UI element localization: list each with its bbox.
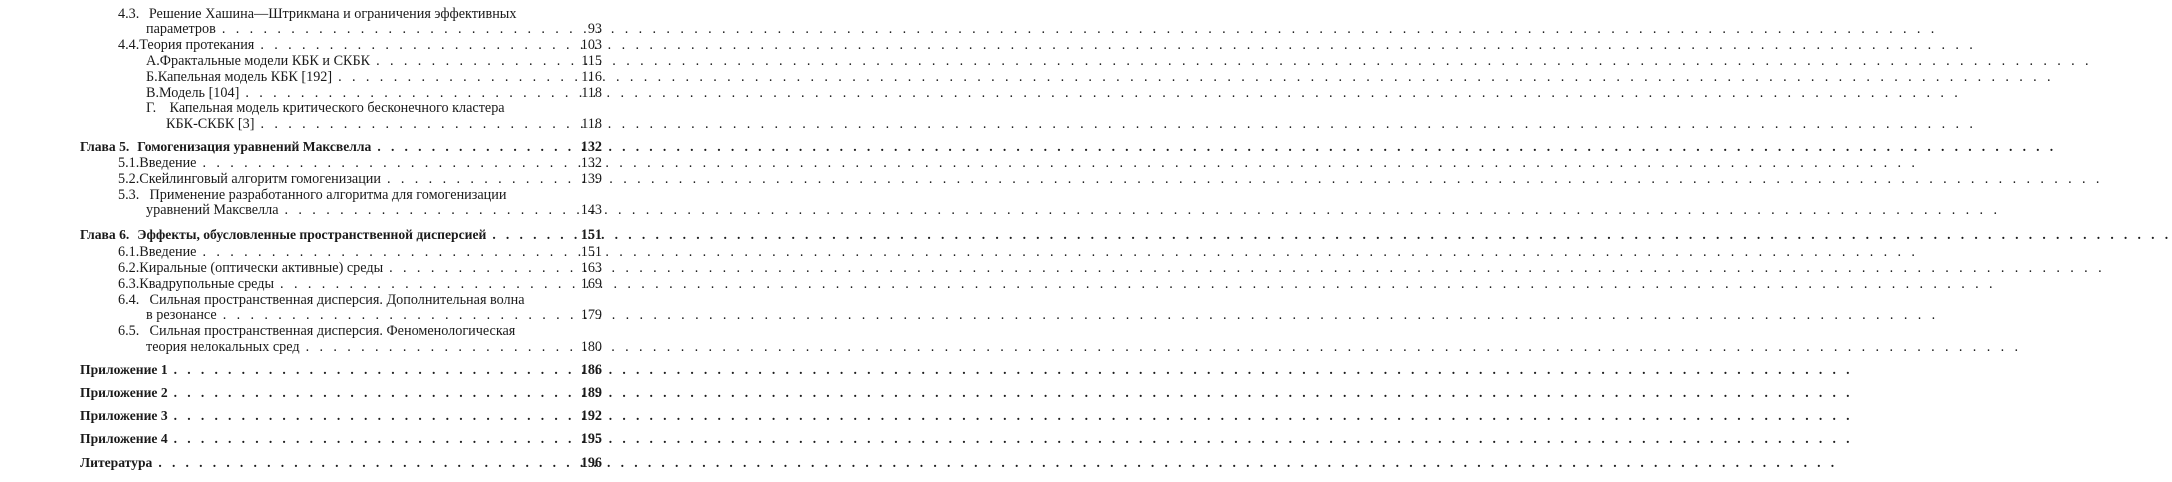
leader-dots bbox=[174, 408, 568, 423]
appendix-title: Приложение 2 bbox=[80, 385, 168, 400]
leader-dots bbox=[202, 156, 568, 171]
entry-number: 4.4. bbox=[118, 37, 140, 53]
appendix-page: 192 bbox=[580, 408, 602, 424]
appendix-page: 186 bbox=[580, 362, 602, 378]
toc-entry-4-4-g bbox=[146, 101, 505, 116]
entry-page: 163 bbox=[580, 260, 602, 276]
leader-dots bbox=[245, 86, 568, 101]
toc-entry-6-4-cont bbox=[146, 308, 602, 323]
entry-page: 169 bbox=[580, 276, 602, 292]
toc-entry-4-4-v bbox=[146, 86, 602, 101]
toc-appendix-4 bbox=[80, 431, 602, 447]
appendix-title: Приложение 3 bbox=[80, 408, 168, 423]
leader-dots bbox=[260, 117, 568, 132]
entry-page: 116 bbox=[581, 69, 602, 85]
appendix-title: Приложение 4 bbox=[80, 431, 168, 446]
leader-dots bbox=[376, 54, 568, 69]
toc-entry-6-5-cont bbox=[146, 340, 602, 355]
entry-title-line2: параметров bbox=[146, 21, 216, 37]
entry-title: Введение bbox=[139, 244, 197, 260]
toc-entry-4-3 bbox=[118, 7, 516, 22]
leader-dots bbox=[389, 261, 568, 276]
toc-entry-4-4-g-cont bbox=[166, 117, 602, 132]
entry-title-line2: в резонансе bbox=[146, 307, 217, 323]
entry-title: Квадрупольные среды bbox=[139, 276, 275, 292]
leader-dots bbox=[280, 277, 568, 292]
entry-page: 143 bbox=[580, 202, 602, 218]
entry-title-line1: Сильная пространственная дисперсия. Дополнительная волна bbox=[149, 292, 525, 308]
entry-title: Теория протекания bbox=[139, 37, 255, 53]
toc-entry-4-4-a bbox=[146, 54, 602, 69]
entry-title-line2: КБК-СКБК [3] bbox=[166, 116, 255, 132]
entry-number: 5.3. bbox=[118, 187, 140, 203]
chapter-title: Эффекты, обусловленные пространственной дисперсией bbox=[137, 227, 487, 242]
chapter-page: 132 bbox=[580, 139, 602, 155]
entry-number: 6.2. bbox=[118, 260, 140, 276]
appendix-title: Приложение 1 bbox=[80, 362, 168, 377]
entry-number: 5.1. bbox=[118, 155, 140, 171]
toc-literature bbox=[80, 455, 602, 471]
leader-dots bbox=[260, 38, 568, 53]
toc-entry-5-3-cont bbox=[146, 203, 602, 218]
entry-title-line2: уравнений Максвелла bbox=[146, 202, 279, 218]
toc-entry-4-3-cont bbox=[146, 22, 602, 37]
toc-entry-4-4 bbox=[118, 38, 602, 53]
toc-entry-6-3 bbox=[118, 277, 602, 292]
entry-number: 6.3. bbox=[118, 276, 140, 292]
chapter-label: Глава 6. bbox=[80, 227, 130, 242]
toc-appendix-3 bbox=[80, 408, 602, 424]
toc-entry-6-4 bbox=[118, 293, 525, 308]
entry-number: 6.1. bbox=[118, 244, 140, 260]
entry-page: 132 bbox=[580, 155, 602, 171]
toc-entry-5-2 bbox=[118, 172, 602, 187]
entry-page: 115 bbox=[581, 53, 602, 69]
leader-dots bbox=[174, 362, 568, 377]
entry-number: 4.3. bbox=[118, 6, 140, 22]
toc-appendix-2 bbox=[80, 385, 602, 401]
entry-title-line2: теория нелокальных сред bbox=[146, 339, 300, 355]
entry-page: 151 bbox=[580, 244, 602, 260]
entry-title: Введение bbox=[139, 155, 197, 171]
entry-title-line1: Сильная пространственная дисперсия. Феноменологическая bbox=[149, 323, 516, 339]
entry-title: Модель [104] bbox=[159, 85, 240, 101]
toc-entry-5-3 bbox=[118, 188, 506, 203]
entry-number: В. bbox=[146, 85, 160, 101]
leader-dots bbox=[222, 22, 568, 37]
entry-number: А. bbox=[146, 53, 160, 69]
leader-dots bbox=[174, 385, 568, 400]
entry-number: Б. bbox=[146, 69, 158, 85]
leader-dots bbox=[306, 340, 568, 355]
chapter-page: 151 bbox=[580, 227, 602, 243]
leader-dots bbox=[387, 172, 568, 187]
entry-number: Г. bbox=[146, 100, 157, 116]
entry-page: 139 bbox=[580, 171, 602, 187]
leader-dots bbox=[174, 431, 568, 446]
chapter-label: Глава 5. bbox=[80, 139, 130, 154]
entry-title-line1: Капельная модель критического бесконечного кластера bbox=[169, 100, 505, 116]
literature-page: 196 bbox=[580, 455, 602, 471]
entry-page: 118 bbox=[581, 116, 602, 132]
entry-number: 6.5. bbox=[118, 323, 140, 339]
entry-page: 93 bbox=[587, 21, 602, 37]
leader-dots bbox=[338, 70, 568, 85]
toc-appendix-1 bbox=[80, 362, 602, 378]
entry-title: Фрактальные модели КБК и СКБК bbox=[159, 53, 371, 69]
leader-dots bbox=[223, 308, 568, 323]
toc-entry-6-5 bbox=[118, 324, 515, 339]
appendix-page: 189 bbox=[580, 385, 602, 401]
entry-page: 118 bbox=[581, 85, 602, 101]
entry-number: 5.2. bbox=[118, 171, 140, 187]
entry-page: 103 bbox=[580, 37, 602, 53]
toc-entry-6-2 bbox=[118, 261, 602, 276]
literature-title: Литература bbox=[80, 455, 153, 470]
toc-chapter-6 bbox=[80, 227, 602, 243]
leader-dots bbox=[377, 139, 568, 154]
entry-title: Киральные (оптически активные) среды bbox=[139, 260, 384, 276]
leader-dots bbox=[492, 227, 568, 242]
entry-title-line1: Решение Хашина—Штрикмана и ограничения эффективных bbox=[148, 6, 517, 22]
toc-chapter-5 bbox=[80, 139, 602, 155]
leader-dots bbox=[202, 245, 568, 260]
chapter-title: Гомогенизация уравнений Максвелла bbox=[137, 139, 372, 154]
leader-dots bbox=[285, 203, 568, 218]
entry-title: Скейлинговый алгоритм гомогенизации bbox=[139, 171, 381, 187]
toc-entry-5-1 bbox=[118, 156, 602, 171]
entry-title: Капельная модель КБК [192] bbox=[157, 69, 333, 85]
entry-number: 6.4. bbox=[118, 292, 140, 308]
leader-dots bbox=[158, 455, 568, 470]
toc-entry-4-4-b bbox=[146, 70, 602, 85]
toc-entry-6-1 bbox=[118, 245, 602, 260]
appendix-page: 195 bbox=[580, 431, 602, 447]
entry-page: 179 bbox=[580, 307, 602, 323]
entry-page: 180 bbox=[580, 339, 602, 355]
entry-title-line1: Применение разработанного алгоритма для гомогенизации bbox=[149, 187, 507, 203]
